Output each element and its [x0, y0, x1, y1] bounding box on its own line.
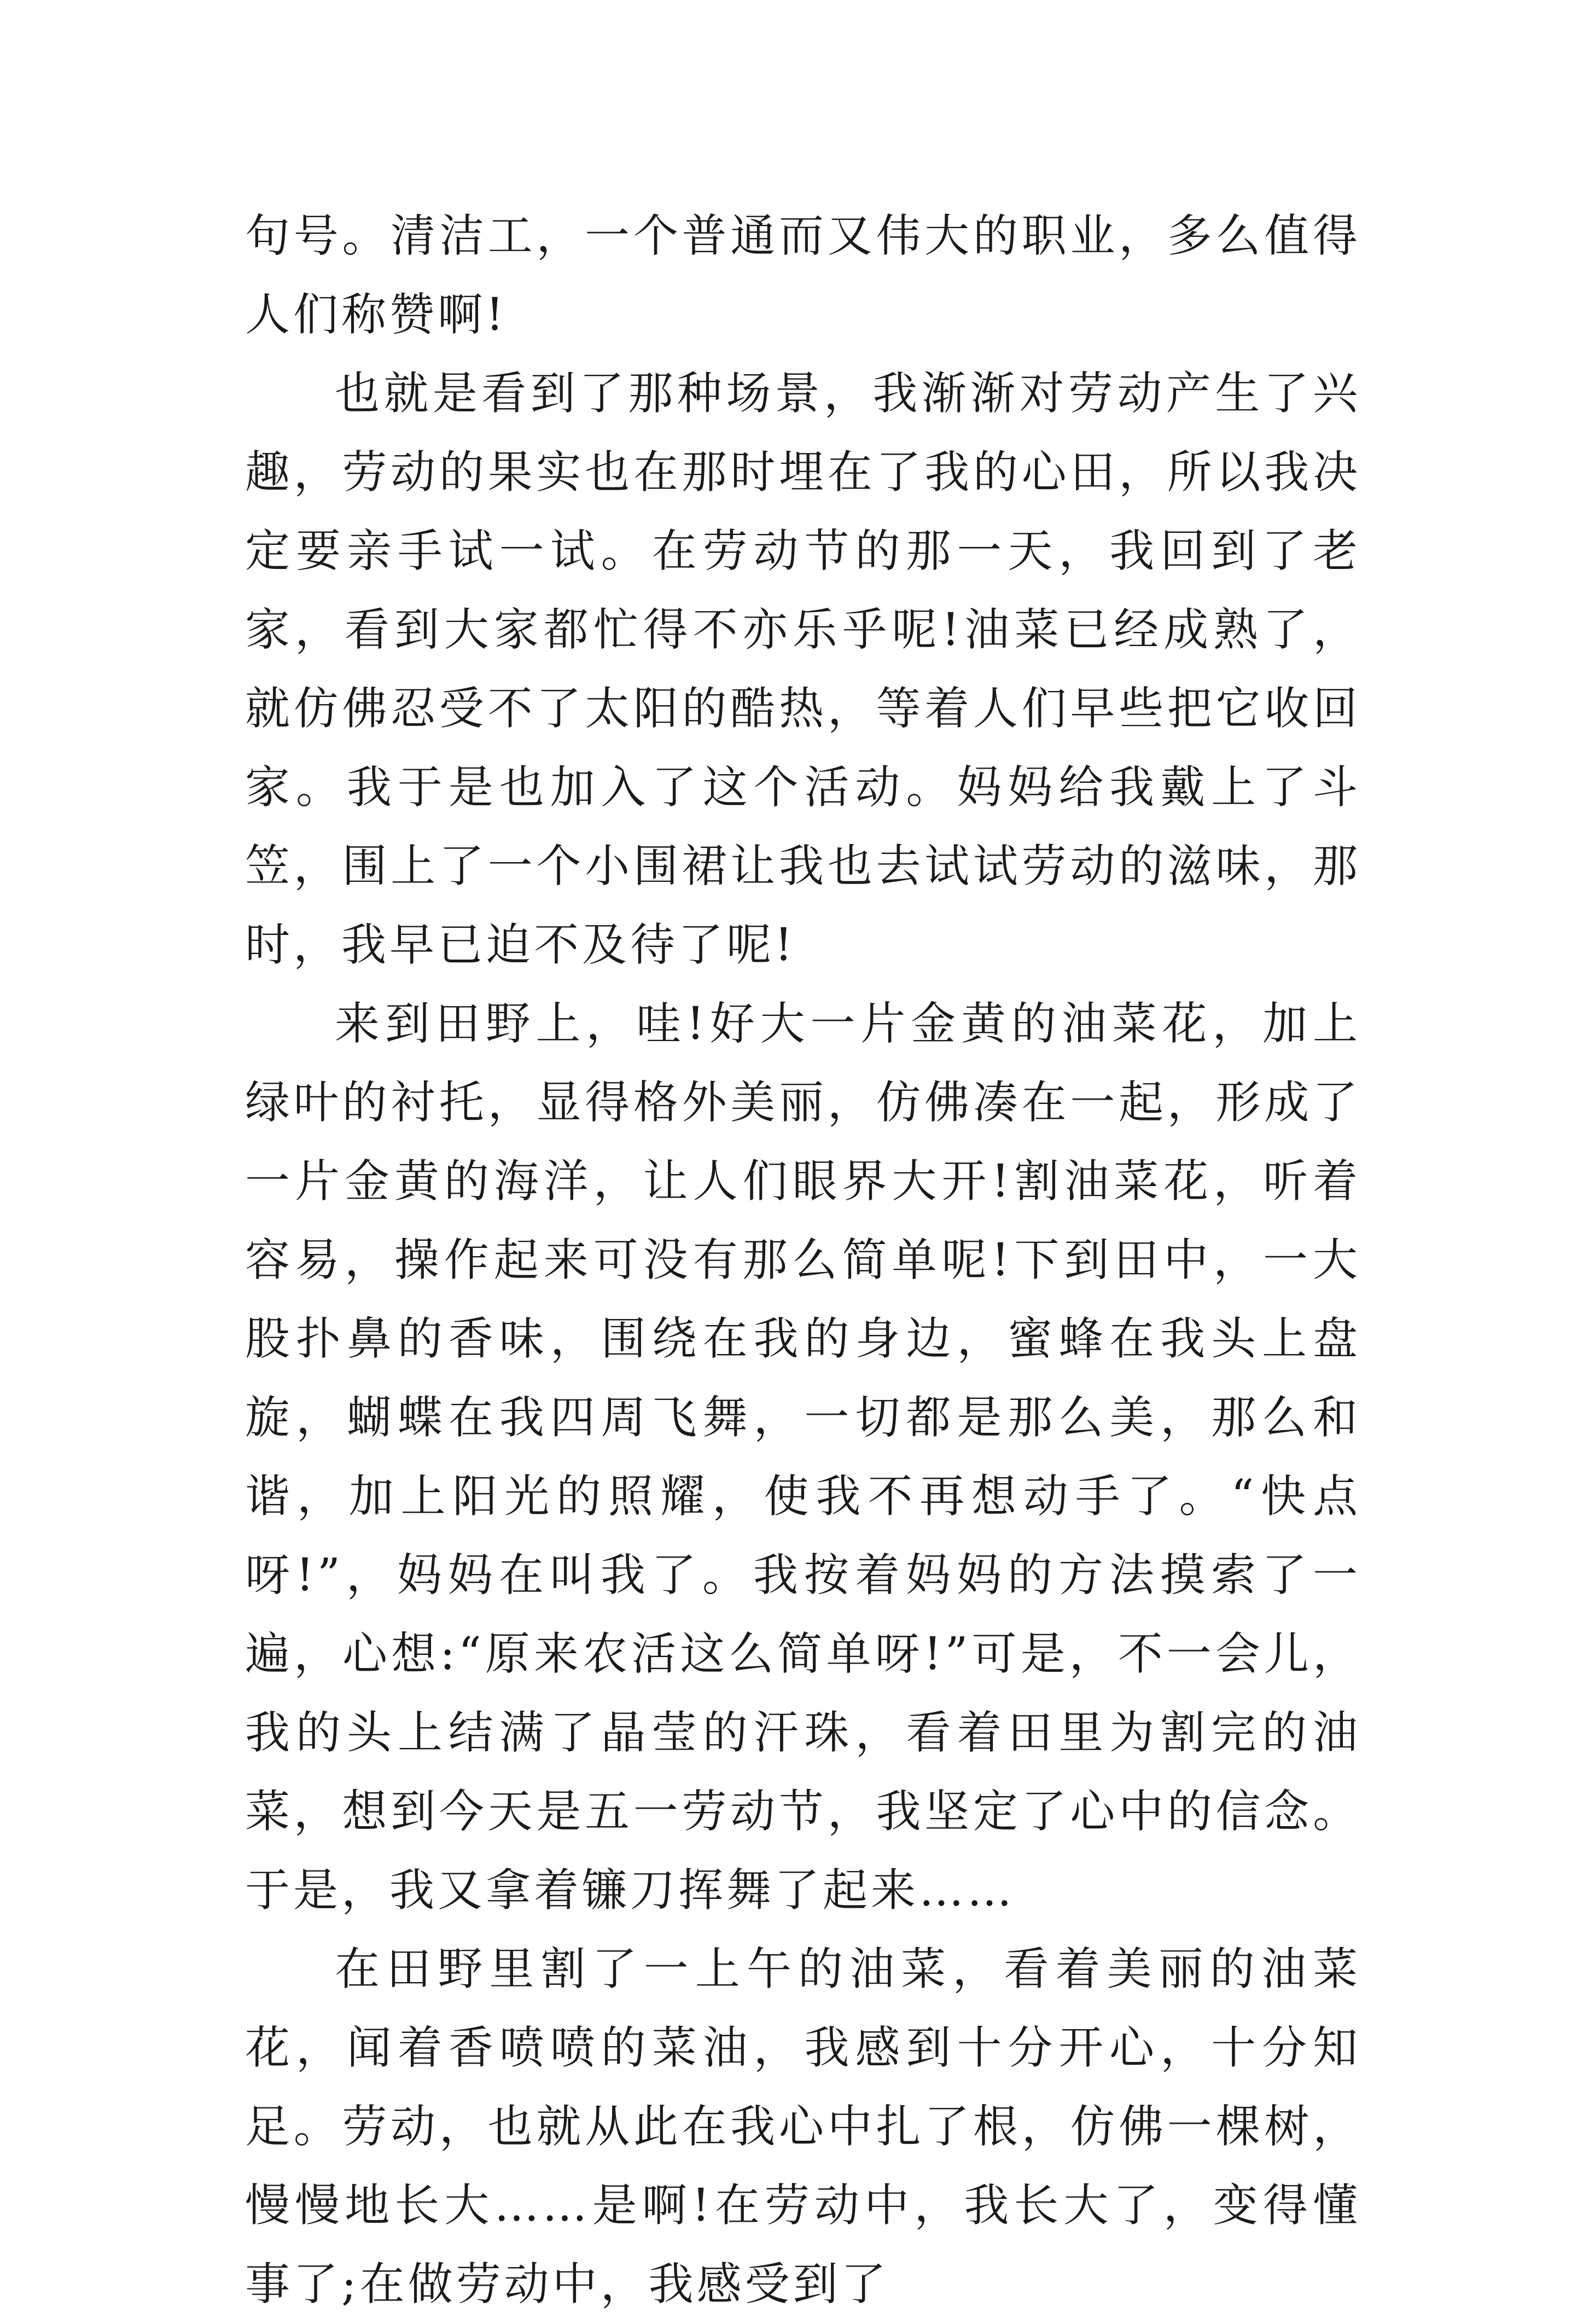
paragraph-2: 也就是看到了那种场景，我渐渐对劳动产生了兴趣，劳动的果实也在那时埋在了我的心田，所以我决定要亲手试一试。在劳动节的那一天，我回到了老家，看到大家都忙得不亦乐乎呢!油菜已经成熟了，就仿佛忍受不了太阳的酷热，等着人们早些把它收回家。我于是也加入了这个活动。妈妈给我戴上了斗笠，围上了一个小围裙让我也去试试劳动的滋味，那时，我早已迫不及待了呢!: [245, 368, 1361, 971]
document-body: [245, 197, 1361, 2324]
paragraph-4: 在田野里割了一上午的油菜，看着美丽的油菜花，闻着香喷喷的菜油，我感到十分开心，十分知足。劳动，也就从此在我心中扎了根，仿佛一棵树，慢慢地长大……是啊!在劳动中，我长大了，变得懂事了;在做劳动中，我感受到了: [245, 1943, 1361, 2310]
paragraph-3: 来到田野上，哇!好大一片金黄的油菜花，加上绿叶的衬托，显得格外美丽，仿佛凑在一起，形成了一片金黄的海洋，让人们眼界大开!割油菜花，听着容易，操作起来可没有那么简单呢!下到田中，一大股扑鼻的香味，围绕在我的身边，蜜蜂在我头上盘旋，蝴蝶在我四周飞舞，一切都是那么美，那么和谐，加上阳光的照耀，使我不再想动手了。“快点呀!”，妈妈在叫我了。我按着妈妈的方法摸索了一遍，心想:“原来农活这么简单呀!”可是，不一会儿，我的头上结满了晶莹的汗珠，看着田里为割完的油菜，想到今天是五一劳动节，我坚定了心中的信念。于是，我又拿着镰刀挥舞了起来……: [245, 998, 1361, 1916]
paragraph-1: 句号。清洁工，一个普通而又伟大的职业，多么值得人们称赞啊!: [245, 210, 1361, 341]
